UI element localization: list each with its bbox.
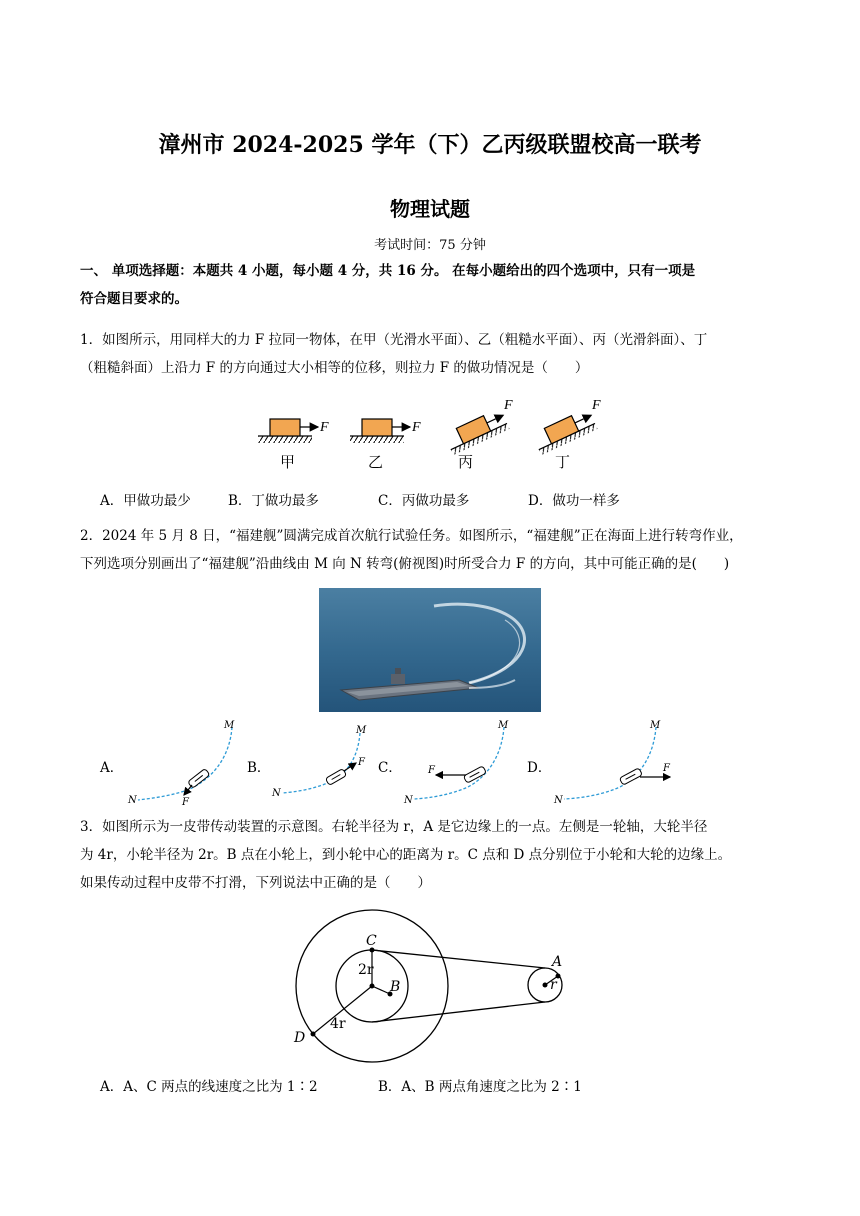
question-3-stem [80, 813, 785, 897]
point-m: M [650, 720, 661, 731]
belt-drive-figure [286, 904, 586, 1064]
exam-time: 考试时间：75 分钟 [374, 238, 486, 253]
question-3-line2: 为 4r，小轮半径为 2r。B 点在小轮上，到小轮中心的距离为 r。C 点和 D 点分别位于小轮和大轮的边缘上。 [80, 847, 732, 863]
question-1-line2: （粗糙斜面）上沿力 F 的方向通过大小相等的位移，则拉力 F 的做功情况是（ ） [80, 360, 589, 376]
force-f: F [182, 797, 189, 807]
force-f: F [428, 765, 435, 776]
question-2-stem [80, 522, 785, 578]
label-2r: 2r [358, 962, 374, 978]
question-2-line2: 下列选项分别画出了“福建舰”沿曲线由 M 向 N 转弯(俯视图)时所受合力 F 的方向，其中可能正确的是( ) [80, 556, 730, 572]
option-b-figure [268, 715, 378, 807]
label-d: D [294, 1030, 306, 1046]
figure-label-ding: 丁 [555, 453, 571, 471]
label-c: C [366, 933, 377, 949]
force-label: F [504, 398, 513, 413]
carrier-photo [319, 588, 541, 712]
label-4r: 4r [330, 1016, 346, 1032]
question-2-option-a[interactable]: A． [100, 760, 124, 776]
label-a: A [552, 954, 563, 970]
point-m: M [498, 720, 509, 731]
section-heading-line1: 一、 单项选择题：本题共 4 小题，每小题 4 分，共 16 分。 在每小题给出的四个选项中，只有一项是 [80, 263, 696, 279]
force-label: F [412, 420, 421, 435]
block-jia [258, 419, 329, 443]
label-r: r [550, 977, 557, 993]
page-title: 漳州市 2024-2025 学年（下）乙丙级联盟校高一联考 [158, 132, 702, 158]
label-b: B [390, 979, 401, 995]
question-3-option-a[interactable]: A．A、C 两点的线速度之比为 1∶2 [100, 1079, 318, 1095]
block-bing [444, 398, 513, 455]
force-label: F [592, 398, 601, 413]
force-f: F [663, 763, 670, 774]
point-n: N [272, 788, 281, 799]
question-2-line1: 2．2024 年 5 月 8 日，“福建舰”圆满完成首次航行试验任务。如图所示，“福建舰”正在海面上进行转弯作业， [80, 528, 743, 544]
block-ding [532, 398, 601, 455]
question-1-option-b[interactable]: B．丁做功最多 [228, 493, 319, 509]
question-1-option-c[interactable]: C．丙做功最多 [378, 493, 470, 509]
question-2-option-b[interactable]: B． [247, 760, 271, 776]
option-c-figure [398, 715, 518, 807]
option-a-figure [120, 715, 240, 807]
question-1-line1: 1．如图所示，用同样大的力 F 拉同一物体，在甲（光滑水平面）、乙（粗糙水平面）、丙（光滑斜面）、丁 [80, 332, 708, 348]
option-d-figure [548, 715, 678, 807]
figure-label-jia: 甲 [280, 453, 296, 471]
point-n: N [128, 795, 137, 806]
section-heading-line2: 符合题目要求的。 [80, 291, 188, 307]
question-2-option-c[interactable]: C． [378, 760, 402, 776]
point-n: N [554, 795, 563, 806]
question-1-option-a[interactable]: A．甲做功最少 [100, 493, 191, 509]
subject-title: 物理试题 [390, 197, 470, 221]
question-1-stem [80, 326, 780, 382]
section-heading [80, 257, 780, 313]
question-3-line1: 3．如图所示为一皮带传动装置的示意图。右轮半径为 r，A 是它边缘上的一点。左侧是一轮轴，大轮半径 [80, 819, 708, 835]
figure-label-bing: 丙 [458, 453, 474, 471]
question-1-option-d[interactable]: D．做功一样多 [528, 493, 620, 509]
point-n: N [404, 795, 413, 806]
figure-label-yi: 乙 [368, 453, 384, 471]
force-f: F [358, 757, 365, 768]
question-1-figure [250, 393, 620, 475]
point-m: M [224, 720, 235, 731]
point-m: M [356, 725, 367, 736]
question-2-option-d[interactable]: D． [527, 760, 552, 776]
question-3-option-b[interactable]: B．A、B 两点角速度之比为 2∶1 [378, 1079, 582, 1095]
question-3-line3: 如果传动过程中皮带不打滑，下列说法中正确的是（ ） [80, 875, 431, 891]
force-label: F [320, 420, 329, 435]
block-yi [350, 419, 421, 443]
